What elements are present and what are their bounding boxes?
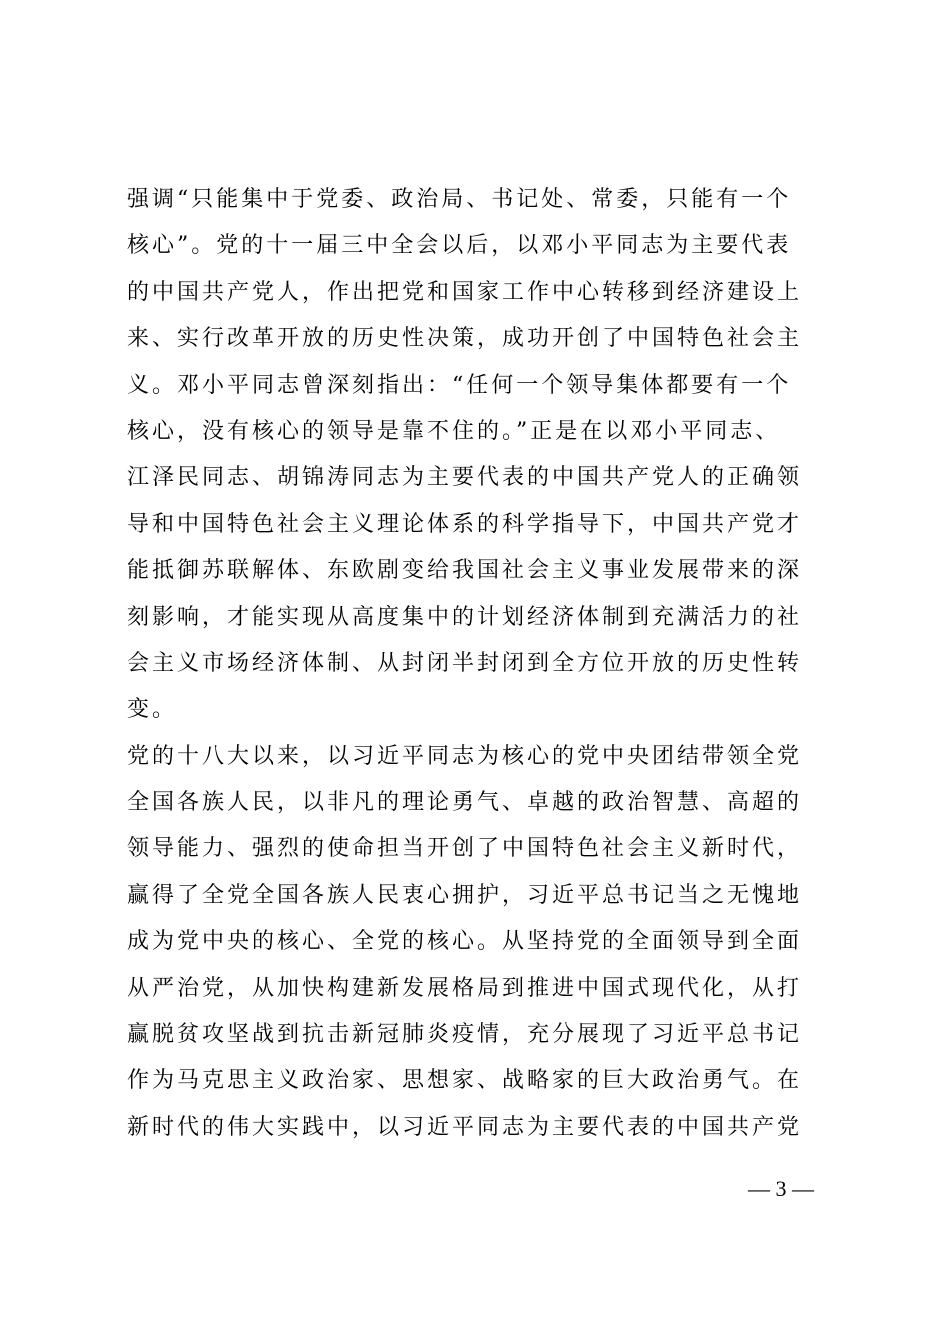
text-line: 强调“只能集中于党委、政治局、书记处、常委，只能有一个: [127, 187, 792, 212]
text-line: 成为党中央的核心、全党的核心。从坚持党的全面领导到全面: [127, 929, 803, 955]
text-line: 义。邓小平同志曾深刻指出：“任何一个领导集体都要有一个: [127, 372, 792, 398]
text-line: 赢脱贫攻坚战到抗击新冠肺炎疫情，充分展现了习近平总书记: [127, 1022, 803, 1048]
text-line: 新时代的伟大实践中，以习近平同志为主要代表的中国共产党: [127, 1114, 803, 1140]
text-line: 作为马克思主义政治家、思想家、战略家的巨大政治勇气。在: [127, 1068, 803, 1094]
text-line: 核心”。党的十一届三中全会以后，以邓小平同志为主要代表: [127, 233, 792, 259]
text-line: 的中国共产党人，作出把党和国家工作中心转移到经济建设上: [127, 279, 803, 305]
text-line: 全国各族人民，以非凡的理论勇气、卓越的政治智慧、高超的: [127, 790, 803, 816]
text-line: 江泽民同志、胡锦涛同志为主要代表的中国共产党人的正确领: [127, 465, 803, 491]
text-line: 核心，没有核心的领导是靠不住的。”正是在以邓小平同志、: [127, 418, 781, 444]
body-text: [127, 177, 837, 1151]
text-line: 来、实行改革开放的历史性决策，成功开创了中国特色社会主: [127, 326, 803, 352]
text-line: 能抵御苏联解体、东欧剧变给我国社会主义事业发展带来的深: [127, 558, 803, 584]
text-line: 党的十八大以来，以习近平同志为核心的党中央团结带领全党: [127, 743, 803, 769]
text-line: 赢得了全党全国各族人民衷心拥护，习近平总书记当之无愧地: [127, 882, 803, 908]
text-line: 导和中国特色社会主义理论体系的科学指导下，中国共产党才: [127, 511, 803, 537]
text-line: 从严治党，从加快构建新发展格局到推进中国式现代化，从打: [127, 975, 803, 1001]
text-line: 领导能力、强烈的使命担当开创了中国特色社会主义新时代，: [127, 836, 803, 862]
page-number: — 3 —: [748, 1176, 814, 1201]
text-line: 会主义市场经济体制、从封闭半封闭到全方位开放的历史性转: [127, 650, 803, 676]
text-line: 刻影响，才能实现从高度集中的计划经济体制到充满活力的社: [127, 604, 803, 630]
text-line: 变。: [127, 697, 178, 723]
